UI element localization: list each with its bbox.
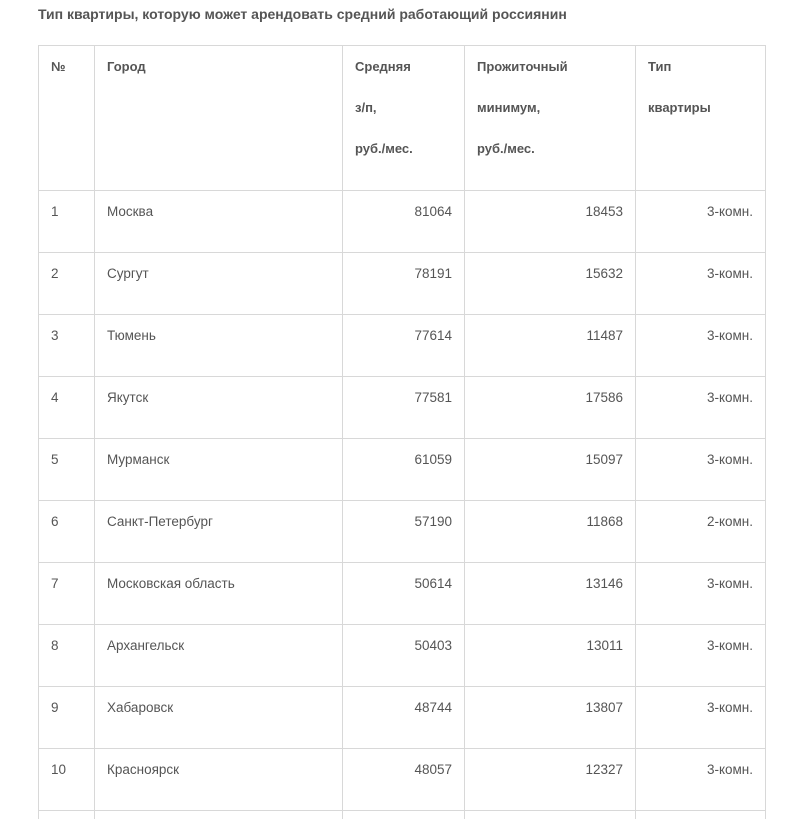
cell-num: 6 (39, 501, 95, 563)
table-row (39, 439, 766, 501)
header-apt-line-2: квартиры (648, 100, 711, 115)
header-num (39, 46, 95, 191)
cell-salary: 48744 (343, 687, 465, 749)
table-row (39, 377, 766, 439)
cell-num: 4 (39, 377, 95, 439)
cell-minimum: 13011 (465, 625, 636, 687)
cell-apt: 3-комн. (636, 563, 766, 625)
cell-minimum: 13807 (465, 687, 636, 749)
cell-city: Архангельск (95, 625, 343, 687)
cell-apt: 3-комн. (636, 749, 766, 811)
cell-salary (343, 811, 465, 819)
header-salary-line-1: Средняя (355, 59, 411, 74)
cell-city: Санкт-Петербург (95, 501, 343, 563)
cell-city: Мурманск (95, 439, 343, 501)
cell-salary: 57190 (343, 501, 465, 563)
cell-city (95, 811, 343, 819)
cell-apt: 3-комн. (636, 439, 766, 501)
cell-minimum: 12327 (465, 749, 636, 811)
cell-apt (636, 811, 766, 819)
cell-salary: 81064 (343, 191, 465, 253)
cell-apt: 3-комн. (636, 625, 766, 687)
cell-minimum: 13146 (465, 563, 636, 625)
cell-city: Тюмень (95, 315, 343, 377)
table-row (39, 191, 766, 253)
header-minimum-line-2: минимум, (477, 100, 541, 115)
header-salary (343, 46, 465, 191)
rent-table (38, 45, 766, 819)
page-title: Тип квартиры, которую может арендовать средний работающий россиянин (38, 6, 567, 22)
header-num-line: № (51, 59, 66, 74)
cell-minimum: 11487 (465, 315, 636, 377)
cell-num: 3 (39, 315, 95, 377)
cell-num (39, 811, 95, 819)
cell-city: Сургут (95, 253, 343, 315)
header-minimum-line-3: руб./мес. (477, 141, 535, 156)
cell-apt: 3-комн. (636, 377, 766, 439)
cell-num: 2 (39, 253, 95, 315)
cell-salary: 48057 (343, 749, 465, 811)
table-row (39, 501, 766, 563)
cell-num: 9 (39, 687, 95, 749)
header-salary-line-3: руб./мес. (355, 141, 413, 156)
cell-apt: 3-комн. (636, 253, 766, 315)
cell-city: Красноярск (95, 749, 343, 811)
cell-minimum (465, 811, 636, 819)
table-row (39, 253, 766, 315)
cell-city: Москва (95, 191, 343, 253)
cell-num: 10 (39, 749, 95, 811)
cell-salary: 78191 (343, 253, 465, 315)
cell-apt: 3-комн. (636, 687, 766, 749)
table-header-row (39, 46, 766, 191)
cell-apt: 2-комн. (636, 501, 766, 563)
header-city (95, 46, 343, 191)
header-apt-line-1: Тип (648, 59, 672, 74)
cell-salary: 61059 (343, 439, 465, 501)
cell-city: Московская область (95, 563, 343, 625)
cell-apt: 3-комн. (636, 315, 766, 377)
table-row (39, 749, 766, 811)
cell-minimum: 17586 (465, 377, 636, 439)
header-apt (636, 46, 766, 191)
cell-salary: 77581 (343, 377, 465, 439)
cell-minimum: 15097 (465, 439, 636, 501)
table-row (39, 811, 766, 819)
cell-city: Хабаровск (95, 687, 343, 749)
cell-apt: 3-комн. (636, 191, 766, 253)
cell-minimum: 15632 (465, 253, 636, 315)
cell-minimum: 18453 (465, 191, 636, 253)
cell-salary: 50403 (343, 625, 465, 687)
cell-num: 7 (39, 563, 95, 625)
cell-num: 1 (39, 191, 95, 253)
cell-num: 8 (39, 625, 95, 687)
cell-city: Якутск (95, 377, 343, 439)
header-minimum (465, 46, 636, 191)
cell-salary: 77614 (343, 315, 465, 377)
header-minimum-line-1: Прожиточный (477, 59, 568, 74)
table-row (39, 687, 766, 749)
table-row (39, 625, 766, 687)
cell-num: 5 (39, 439, 95, 501)
table-row (39, 315, 766, 377)
header-city-line: Город (107, 59, 146, 74)
cell-salary: 50614 (343, 563, 465, 625)
cell-minimum: 11868 (465, 501, 636, 563)
table-row (39, 563, 766, 625)
header-salary-line-2: з/п, (355, 100, 377, 115)
